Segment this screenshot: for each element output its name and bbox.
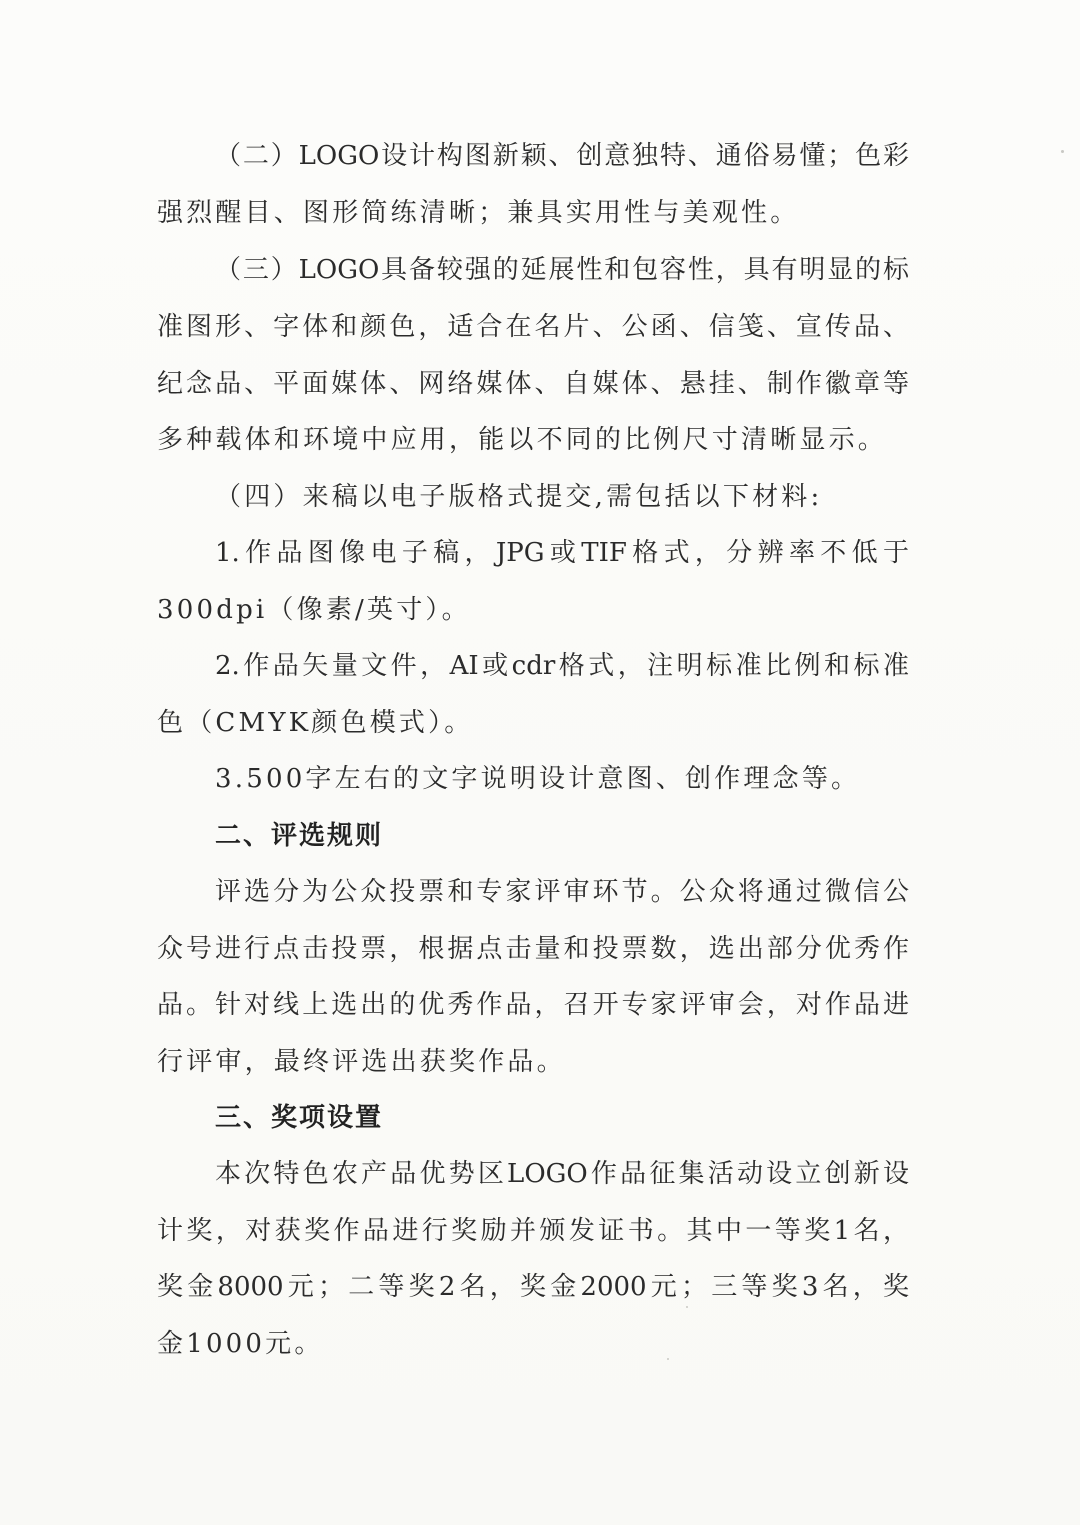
paragraph-line: 本次特色农产品优势区LOGO作品征集活动设立创新设 xyxy=(215,1159,909,1189)
paragraph-line: 金1000元。 xyxy=(157,1329,324,1359)
paragraph-line: 强烈醒目、图形简练清晰；兼具实用性与美观性。 xyxy=(157,198,800,228)
paragraph-line: （二）LOGO设计构图新颖、创意独特、通俗易懂；色彩 xyxy=(215,141,909,171)
paragraph-line: 计奖，对获奖作品进行奖励并颁发证书。其中一等奖1名， xyxy=(157,1216,909,1246)
scan-speck xyxy=(1061,150,1064,153)
paragraph-line: （三）LOGO具备较强的延展性和包容性，具有明显的标 xyxy=(215,255,909,285)
paragraph-line: 奖金8000元；二等奖2名，奖金2000元；三等奖3名，奖 xyxy=(157,1272,909,1302)
paragraph-line: 准图形、字体和颜色，适合在名片、公函、信笺、宣传品、 xyxy=(157,312,909,342)
paragraph-line: 3.500字左右的文字说明设计意图、创作理念等。 xyxy=(215,764,861,794)
section-heading: 二、评选规则 xyxy=(215,821,384,851)
paragraph-line: 1.作品图像电子稿，JPG或TIF格式，分辨率不低于 xyxy=(215,538,909,568)
scan-speck xyxy=(667,1358,669,1360)
paragraph-line: 纪念品、平面媒体、网络媒体、自媒体、悬挂、制作徽章等 xyxy=(157,369,909,399)
paragraph-line: （四）来稿以电子版格式提交,需包括以下材料: xyxy=(215,482,823,512)
paragraph-line: 色（CMYK颜色模式）。 xyxy=(157,708,474,738)
paragraph-line: 多种载体和环境中应用，能以不同的比例尺寸清晰显示。 xyxy=(157,425,888,455)
paragraph-line: 评选分为公众投票和专家评审环节。公众将通过微信公 xyxy=(215,877,909,907)
paragraph-line: 2.作品矢量文件，AI或cdr格式，注明标准比例和标准 xyxy=(215,651,909,681)
paragraph-line: 300dpi（像素/英寸）。 xyxy=(157,595,471,625)
scan-speck xyxy=(686,1306,688,1308)
paragraph-line: 品。针对线上选出的优秀作品，召开专家评审会，对作品进 xyxy=(157,990,909,1020)
paragraph-line: 行评审，最终评选出获奖作品。 xyxy=(157,1047,566,1077)
section-heading: 三、奖项设置 xyxy=(215,1103,384,1133)
paragraph-line: 众号进行点击投票，根据点击量和投票数，选出部分优秀作 xyxy=(157,934,909,964)
